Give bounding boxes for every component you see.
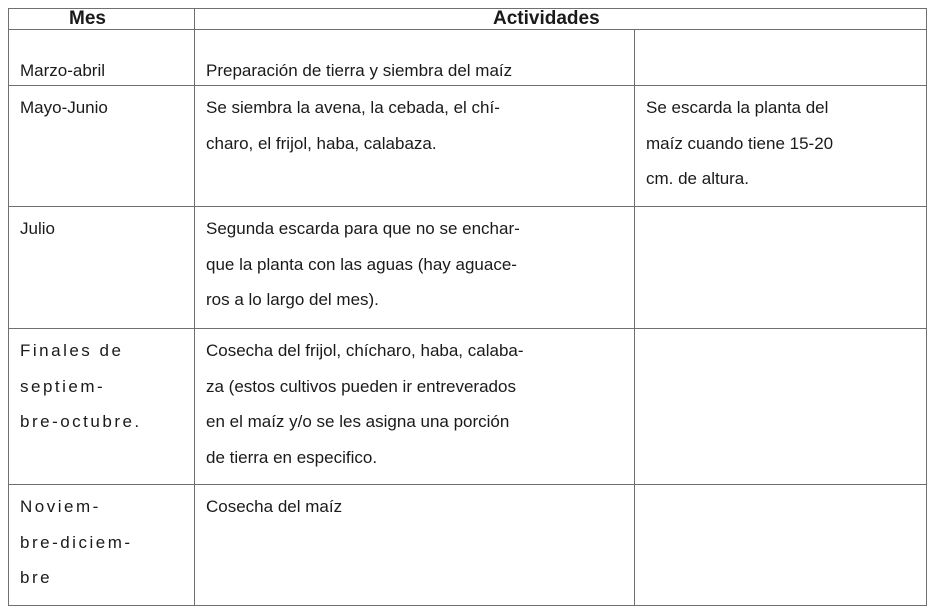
cell-actividad [195,30,635,86]
month-text: Mayo-Junio [20,98,108,117]
table-row [9,485,927,606]
header-actividades: Actividades [195,9,927,30]
cell-mes [9,485,195,606]
cell-nota [635,86,927,207]
cell-mes [9,30,195,86]
month-text: Noviem- bre-diciem- bre [20,497,133,587]
activity-text: Preparación de tierra y siembra del maíz [206,61,513,80]
cell-actividad [195,207,635,329]
activity-text: Cosecha del frijol, chícharo, haba, calaba- za (estos cultivos pueden ir entreverados en el maíz y/o se les asigna una porción de tierra en especifico. [206,341,524,467]
cell-mes [9,329,195,485]
table-header-row [9,9,927,30]
cell-actividad [195,485,635,606]
activity-text: Se siembra la avena, la cebada, el chí- charo, el frijol, haba, calabaza. [206,98,500,153]
month-text: Marzo-abril [20,61,106,80]
note-text [635,30,926,57]
cell-mes [9,207,195,329]
activity-text: Segunda escarda para que no se enchar- que la planta con las aguas (hay aguace- ros a lo largo del mes). [206,219,520,309]
activities-table [8,8,927,606]
note-text: Se escarda la planta del maíz cuando tiene 15-20 cm. de altura. [646,98,834,188]
cell-nota [635,329,927,485]
month-text: Julio [20,219,55,238]
table-row [9,86,927,207]
month-text: Finales de septiem- bre-octubre. [20,341,142,431]
header-mes: Mes [9,9,195,30]
cell-nota [635,207,927,329]
note-text [635,207,926,211]
table-row [9,207,927,329]
activity-text: Cosecha del maíz [206,497,343,516]
table-row [9,30,927,86]
note-text [635,329,926,333]
table-row [9,329,927,485]
note-text [635,485,926,489]
cell-nota [635,485,927,606]
cell-actividad [195,86,635,207]
cell-mes [9,86,195,207]
cell-nota [635,30,927,86]
cell-actividad [195,329,635,485]
